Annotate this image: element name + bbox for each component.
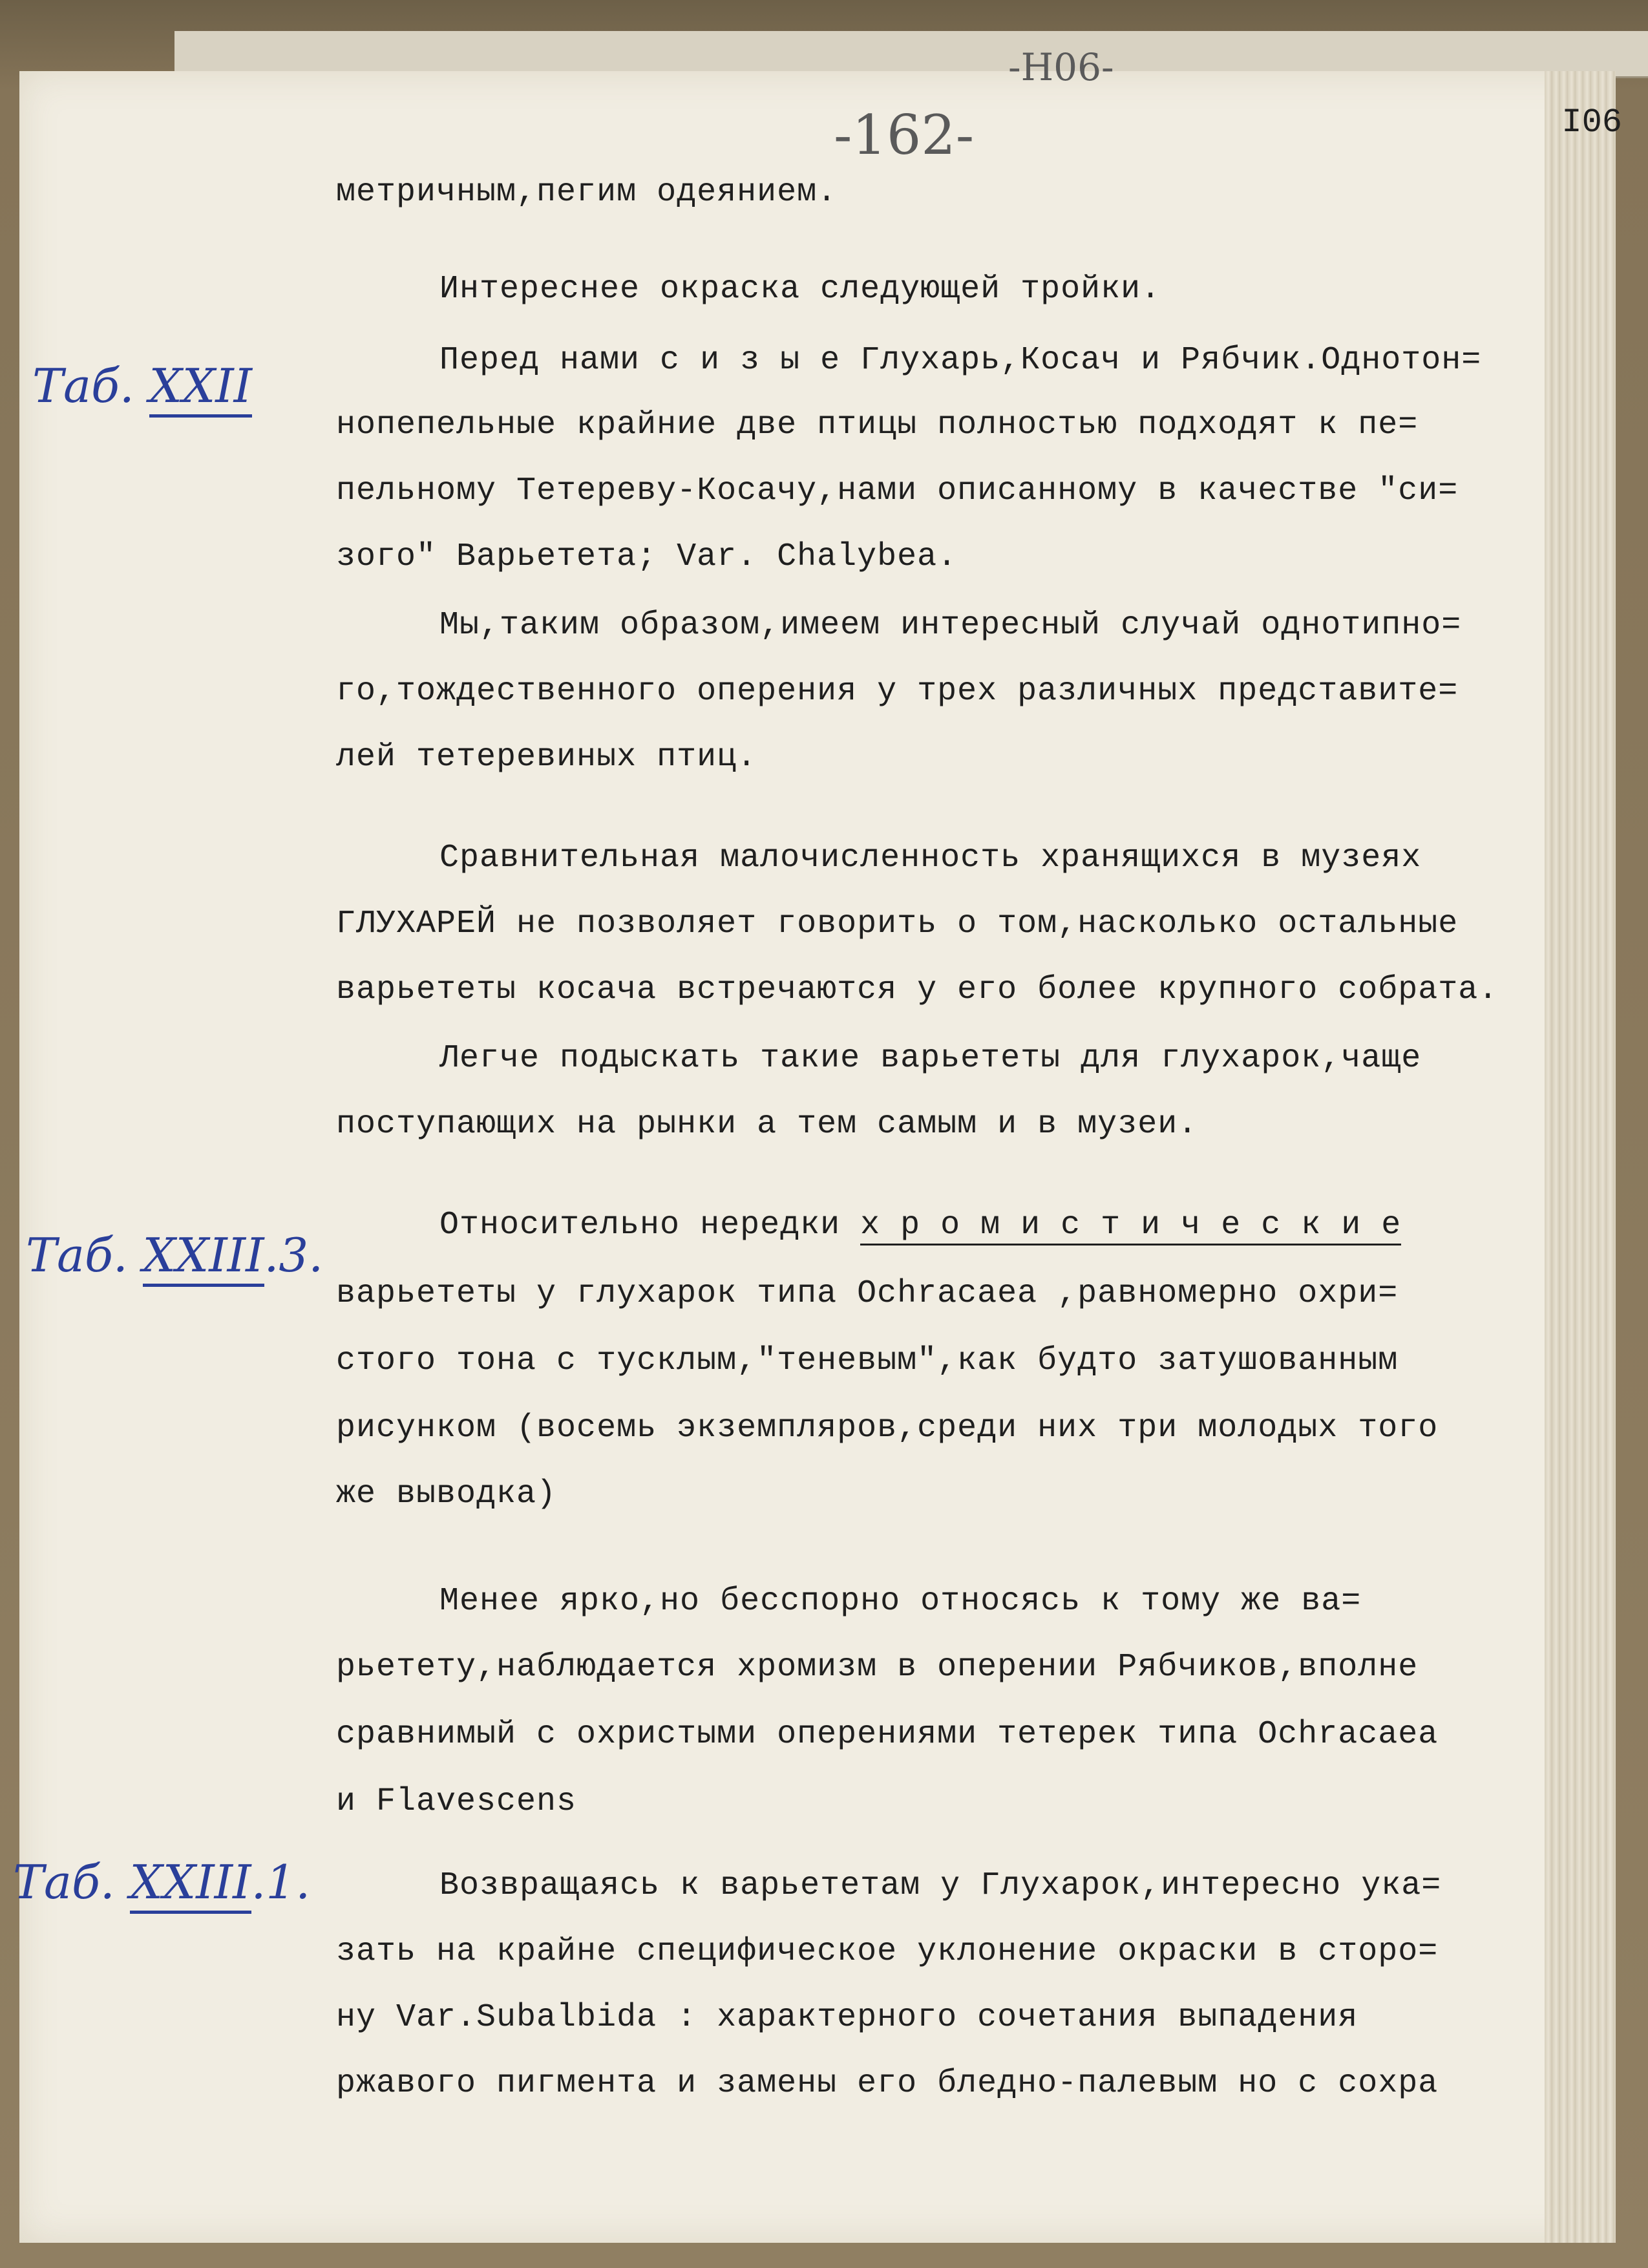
margin-note-3 — [13, 1855, 310, 1909]
archive-number: -H06- — [1008, 45, 1114, 89]
margin-note-roman: XXIII — [130, 1855, 251, 1914]
text-line: го,тождественного оперения у трех различных представите= — [336, 673, 1459, 710]
text-line: ГЛУХАРЕЙ не позволяет говорить о том,насколько остальные — [336, 906, 1459, 942]
typed-page-number: I06 — [1561, 103, 1622, 142]
text-line: Легче подыскать такие варьететы для глухарок,чаще — [439, 1040, 1422, 1077]
emphasized-word: х р о м и с т и ч е с к и е — [860, 1207, 1401, 1245]
margin-note-suffix: .1. — [251, 1855, 311, 1909]
text-line — [439, 1206, 1401, 1245]
text-line: Сравнительная малочисленность хранящихся в музеях — [439, 840, 1422, 876]
margin-note-2 — [26, 1228, 323, 1282]
text-line: зать на крайне специфическое уклонение окраски в сторо= — [336, 1933, 1439, 1970]
text-line: нопепельные крайние две птицы полностью подходят к пе= — [336, 407, 1419, 443]
text-line: варьететы косача встречаются у его более крупного собрата. — [336, 971, 1499, 1008]
text-segment: Относительно нередки — [439, 1207, 861, 1244]
text-line: стого тона с тусклым,"теневым",как будто затушованным — [336, 1342, 1399, 1379]
text-line: варьететы у глухарок типа Ochracaea ,равномерно охри= — [336, 1275, 1399, 1312]
margin-note-1 — [32, 359, 252, 413]
margin-note-prefix: Таб. — [26, 1228, 143, 1282]
text-line: Менее ярко,но бесспорно относясь к тому же ва= — [439, 1583, 1362, 1620]
text-line: и Flavescens — [336, 1783, 577, 1820]
margin-note-roman: XXIII — [143, 1228, 264, 1287]
text-line: сравнимый с охристыми оперениями тетерек типа Ochracaea — [336, 1716, 1439, 1753]
handwritten-page-number: -162- — [834, 103, 975, 167]
margin-note-roman: XXII — [149, 359, 252, 418]
text-line: Перед нами с и з ы е Глухарь,Косач и Рябчик.Однотон= — [439, 342, 1482, 379]
text-line: же выводка) — [336, 1476, 557, 1512]
text-line: ржавого пигмента и замены его бледно-палевым но с сохра — [336, 2065, 1439, 2102]
page-edge — [1545, 71, 1616, 2243]
document-page — [19, 71, 1616, 2243]
text-line: пельному Тетереву-Косачу,нами описанному в качестве "си= — [336, 472, 1459, 509]
text-line: рисунком (восемь экземпляров,среди них три молодых того — [336, 1410, 1439, 1447]
text-line: Возвращаясь к варьететам у Глухарок,интересно ука= — [439, 1867, 1442, 1904]
text-line: метричным,пегим одеянием. — [336, 174, 838, 211]
margin-note-prefix: Таб. — [13, 1855, 130, 1909]
margin-note-prefix: Таб. — [32, 359, 149, 413]
margin-note-suffix: .3. — [264, 1228, 324, 1282]
text-line: рьетету,наблюдается хромизм в оперении Рябчиков,вполне — [336, 1649, 1419, 1686]
text-line: лей тетеревиных птиц. — [336, 739, 757, 776]
text-line: зого" Варьетета; Var. Chalybea. — [336, 538, 958, 575]
text-line: Мы,таким образом,имеем интересный случай однотипно= — [439, 607, 1462, 644]
text-line: поступающих на рынки а тем самым и в музеи. — [336, 1106, 1198, 1143]
text-line: Интереснее окраска следующей тройки. — [439, 271, 1161, 308]
text-line: ну Var.Subalbida : характерного сочетания выпадения — [336, 1999, 1358, 2036]
